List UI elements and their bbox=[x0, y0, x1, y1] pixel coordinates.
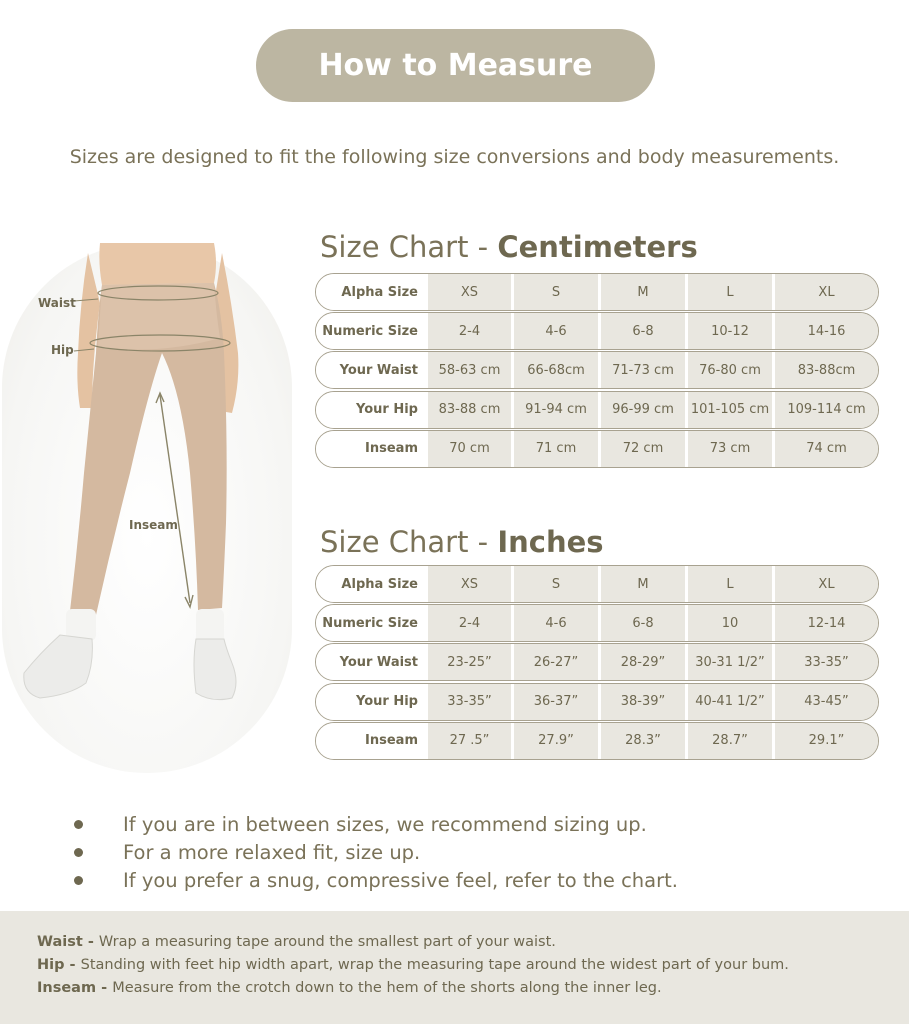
table-cell: L bbox=[685, 274, 772, 310]
model-figure bbox=[0, 243, 300, 773]
table-cell: 28.3” bbox=[598, 723, 685, 759]
in-chart-title bbox=[320, 525, 604, 559]
table-cell: 14-16 bbox=[772, 313, 878, 349]
list-item bbox=[70, 810, 678, 838]
cm-size-table bbox=[315, 273, 879, 469]
note-term: Inseam - bbox=[37, 980, 113, 996]
table-cell: 76-80 cm bbox=[685, 352, 772, 388]
in-chart-title-prefix: Size Chart - bbox=[320, 525, 498, 559]
list-item bbox=[70, 866, 678, 894]
table-cell: M bbox=[598, 274, 685, 310]
tip-text: If you prefer a snug, compressive feel, refer to the chart. bbox=[123, 868, 678, 892]
tip-text: For a more relaxed fit, size up. bbox=[123, 840, 421, 864]
table-row bbox=[315, 351, 879, 389]
table-cell: 26-27” bbox=[511, 644, 598, 680]
table-cell: 101-105 cm bbox=[685, 392, 772, 428]
table-cell: 71 cm bbox=[511, 431, 598, 467]
table-cell: 30-31 1/2” bbox=[685, 644, 772, 680]
table-cell: 91-94 cm bbox=[511, 392, 598, 428]
row-label: Inseam bbox=[316, 431, 428, 467]
table-cell: 4-6 bbox=[511, 605, 598, 641]
table-row bbox=[315, 391, 879, 429]
table-cell: 43-45” bbox=[772, 684, 878, 720]
note-text: Measure from the crotch down to the hem of the shorts along the inner leg. bbox=[112, 980, 662, 996]
note-inseam bbox=[37, 980, 909, 1003]
cm-chart-title-unit: Centimeters bbox=[497, 230, 698, 264]
page-title: How to Measure bbox=[256, 29, 655, 102]
row-label: Inseam bbox=[316, 723, 428, 759]
bullet-icon bbox=[74, 848, 83, 857]
table-cell: 38-39” bbox=[598, 684, 685, 720]
table-row bbox=[315, 565, 879, 603]
table-cell: 10-12 bbox=[685, 313, 772, 349]
waist-label: Waist bbox=[38, 296, 76, 310]
note-term: Waist - bbox=[37, 934, 99, 950]
cm-chart-title bbox=[320, 230, 698, 264]
table-cell: 66-68cm bbox=[511, 352, 598, 388]
table-cell: 2-4 bbox=[428, 313, 511, 349]
table-cell: 4-6 bbox=[511, 313, 598, 349]
fit-tips-list bbox=[70, 810, 678, 894]
table-cell: 2-4 bbox=[428, 605, 511, 641]
table-cell: 10 bbox=[685, 605, 772, 641]
note-text: Wrap a measuring tape around the smallest part of your waist. bbox=[98, 934, 556, 950]
table-cell: 33-35” bbox=[772, 644, 878, 680]
table-cell: 96-99 cm bbox=[598, 392, 685, 428]
table-cell: XS bbox=[428, 566, 511, 602]
table-row bbox=[315, 273, 879, 311]
table-cell: S bbox=[511, 274, 598, 310]
row-label: Alpha Size bbox=[316, 566, 428, 602]
inseam-label: Inseam bbox=[129, 518, 178, 532]
table-cell: 72 cm bbox=[598, 431, 685, 467]
table-cell: 83-88 cm bbox=[428, 392, 511, 428]
table-row bbox=[315, 430, 879, 468]
table-cell: 109-114 cm bbox=[772, 392, 878, 428]
row-label: Alpha Size bbox=[316, 274, 428, 310]
row-label: Numeric Size bbox=[316, 605, 428, 641]
in-chart-title-unit: Inches bbox=[497, 525, 604, 559]
table-cell: 28-29” bbox=[598, 644, 685, 680]
table-cell: 27.9” bbox=[511, 723, 598, 759]
table-row bbox=[315, 683, 879, 721]
table-cell: 6-8 bbox=[598, 313, 685, 349]
table-cell: 71-73 cm bbox=[598, 352, 685, 388]
table-cell: 36-37” bbox=[511, 684, 598, 720]
note-hip bbox=[37, 957, 909, 980]
bullet-icon bbox=[74, 820, 83, 829]
table-cell: 70 cm bbox=[428, 431, 511, 467]
table-cell: L bbox=[685, 566, 772, 602]
cm-chart-title-prefix: Size Chart - bbox=[320, 230, 498, 264]
table-cell: XL bbox=[772, 274, 878, 310]
table-cell: S bbox=[511, 566, 598, 602]
table-cell: 28.7” bbox=[685, 723, 772, 759]
note-term: Hip - bbox=[37, 957, 81, 973]
table-cell: 6-8 bbox=[598, 605, 685, 641]
row-label: Numeric Size bbox=[316, 313, 428, 349]
row-label: Your Hip bbox=[316, 684, 428, 720]
measurement-notes bbox=[0, 911, 909, 1024]
tip-text: If you are in between sizes, we recommend sizing up. bbox=[123, 812, 647, 836]
table-cell: 83-88cm bbox=[772, 352, 878, 388]
note-text: Standing with feet hip width apart, wrap the measuring tape around the widest part of your bum. bbox=[80, 957, 789, 973]
table-cell: 23-25” bbox=[428, 644, 511, 680]
table-cell: 27 .5” bbox=[428, 723, 511, 759]
table-cell: 29.1” bbox=[772, 723, 878, 759]
table-cell: 12-14 bbox=[772, 605, 878, 641]
table-row bbox=[315, 643, 879, 681]
table-cell: 58-63 cm bbox=[428, 352, 511, 388]
note-waist bbox=[37, 934, 909, 957]
table-cell: 40-41 1/2” bbox=[685, 684, 772, 720]
table-row bbox=[315, 312, 879, 350]
page-subtitle: Sizes are designed to fit the following size conversions and body measurements. bbox=[69, 146, 840, 168]
table-row bbox=[315, 722, 879, 760]
table-cell: 74 cm bbox=[772, 431, 878, 467]
table-cell: M bbox=[598, 566, 685, 602]
row-label: Your Waist bbox=[316, 644, 428, 680]
hip-label: Hip bbox=[51, 343, 74, 357]
list-item bbox=[70, 838, 678, 866]
table-row bbox=[315, 604, 879, 642]
table-cell: XS bbox=[428, 274, 511, 310]
table-cell: XL bbox=[772, 566, 878, 602]
table-cell: 73 cm bbox=[685, 431, 772, 467]
table-cell: 33-35” bbox=[428, 684, 511, 720]
row-label: Your Waist bbox=[316, 352, 428, 388]
row-label: Your Hip bbox=[316, 392, 428, 428]
bullet-icon bbox=[74, 876, 83, 885]
in-size-table bbox=[315, 565, 879, 761]
